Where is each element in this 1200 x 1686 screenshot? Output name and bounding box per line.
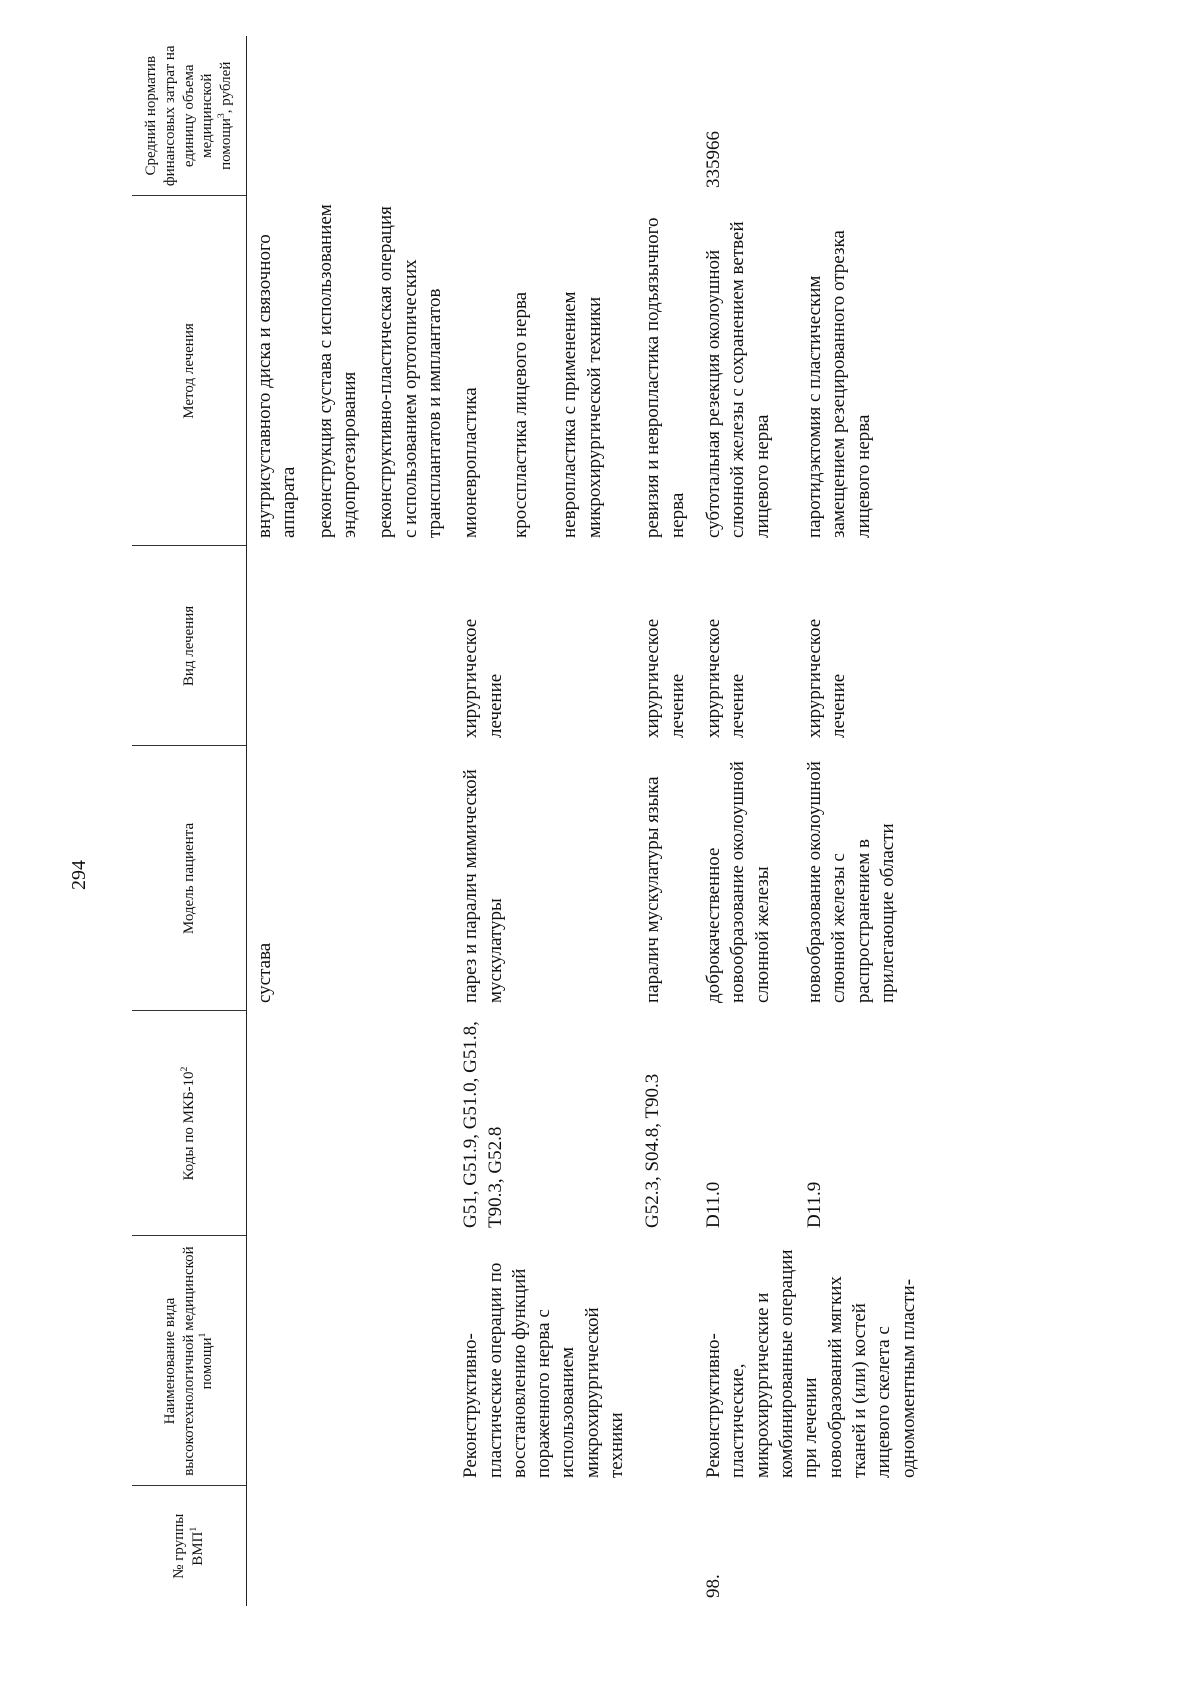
cell-codes	[314, 1011, 375, 1236]
cell-name	[374, 1236, 459, 1486]
cell-type	[374, 546, 459, 746]
cell-cost	[558, 36, 641, 196]
cell-group	[374, 1486, 459, 1606]
cell-group	[558, 1486, 641, 1606]
cell-cost	[641, 36, 702, 196]
table-header-row	[132, 36, 247, 1606]
cell-type	[314, 546, 375, 746]
cell-type: хирургическое лечение	[803, 618, 850, 738]
header-icd-codes: Коды по МКБ-$10^2$	[132, 1011, 247, 1236]
cell-method: субтотальная резекция околоушной слюнной железы с сохранением ветвей лицевого нерва	[703, 221, 773, 538]
header-group-number: № группы ВМП$^1$	[132, 1486, 247, 1606]
cell-model: доброкачественное новообразование околоушной слюнной железы	[703, 761, 773, 1003]
table-row	[641, 36, 702, 1606]
cell-codes	[374, 1011, 459, 1236]
cell-codes: G51, G51.9, G51.0, G51.8, T90.3, G52.8	[460, 1021, 506, 1228]
cell-group	[314, 1486, 375, 1606]
cell-type: хирургическое лечение	[703, 618, 749, 738]
table-row	[374, 36, 459, 1606]
table-row	[702, 36, 803, 1606]
cell-group: 98.	[703, 1574, 724, 1598]
cell-cost	[509, 36, 559, 196]
table-row	[314, 36, 375, 1606]
cell-group	[459, 1486, 509, 1606]
vmp-table	[132, 36, 933, 1606]
cell-method: реконструкция сустава с использованием эндопротезирования	[314, 204, 360, 538]
cell-name	[641, 1236, 702, 1486]
cell-name	[247, 1236, 314, 1486]
header-treatment-type: Вид лечения	[132, 546, 247, 746]
cell-cost	[247, 36, 314, 196]
cell-model	[314, 746, 375, 1011]
cell-method: паротидэктомия с пластическим замещением резецированного отрезка лицевого нерва	[803, 230, 874, 538]
header-cost-norm: Средний норматив финансовых затрат на единицу объема медицинской помощи$^3$, рублей	[132, 36, 247, 196]
cell-name: Реконструктивно-пластические, микрохирургические и комбинированные операции при лечении новообразований мягких тканей и (или) костей лицевого скелета с одномоментным пласти-	[703, 1249, 919, 1478]
table-row	[459, 36, 509, 1606]
cell-method: ревизия и невропластика подъязычного нерва	[642, 217, 688, 538]
cell-cost	[459, 36, 509, 196]
cell-cost	[803, 36, 933, 196]
vmp-table-sheet	[132, 36, 1200, 1606]
cell-cost	[374, 36, 459, 196]
cell-group	[509, 1486, 559, 1606]
table-row	[247, 36, 314, 1606]
cell-codes: D11.0	[703, 1181, 724, 1228]
header-vmp-name: Наименование вида высокотехнологичной медицинской помощи$^1$	[132, 1236, 247, 1486]
cell-name: Реконструктивно-пластические операции по восстановлению функций пораженного нерва с использованием микрохирургической техники	[460, 1262, 628, 1478]
cell-method: реконструктивно-пластическая операция с использованием ортотопических трансплантатов и имплантатов	[375, 206, 445, 538]
page-number: 294	[68, 860, 90, 890]
cell-model: паралич мускулатуры языка	[642, 776, 664, 1003]
cell-type: хирургическое лечение	[642, 618, 688, 738]
cell-cost: 335966	[703, 131, 724, 188]
cell-model: новообразование околоушной слюнной железы с распространением в прилегающие области	[803, 761, 898, 1003]
cell-type: хирургическое лечение	[460, 618, 506, 738]
cell-type	[247, 546, 314, 746]
cell-method: внутрисуставного диска и связочного аппарата	[254, 234, 300, 538]
cell-model	[374, 746, 459, 1011]
cell-method: мионевропластика	[460, 387, 482, 538]
cell-name	[314, 1236, 375, 1486]
header-patient-model: Модель пациента	[132, 746, 247, 1011]
cell-model: парез и паралич мимической мускулатуры	[460, 769, 506, 1003]
cell-codes	[247, 1011, 314, 1236]
cell-model: сустава	[254, 942, 275, 1003]
cell-group	[641, 1486, 702, 1606]
cell-codes: D11.9	[803, 1181, 825, 1228]
cell-codes: G52.3, S04.8, T90.3	[642, 1073, 664, 1228]
cell-cost	[314, 36, 375, 196]
header-treatment-method: Метод лечения	[132, 196, 247, 546]
cell-method: невропластика с применением микрохирургической техники	[559, 291, 605, 538]
cell-method: кросспластика лицевого нерва	[509, 291, 531, 538]
cell-group	[247, 1486, 314, 1606]
